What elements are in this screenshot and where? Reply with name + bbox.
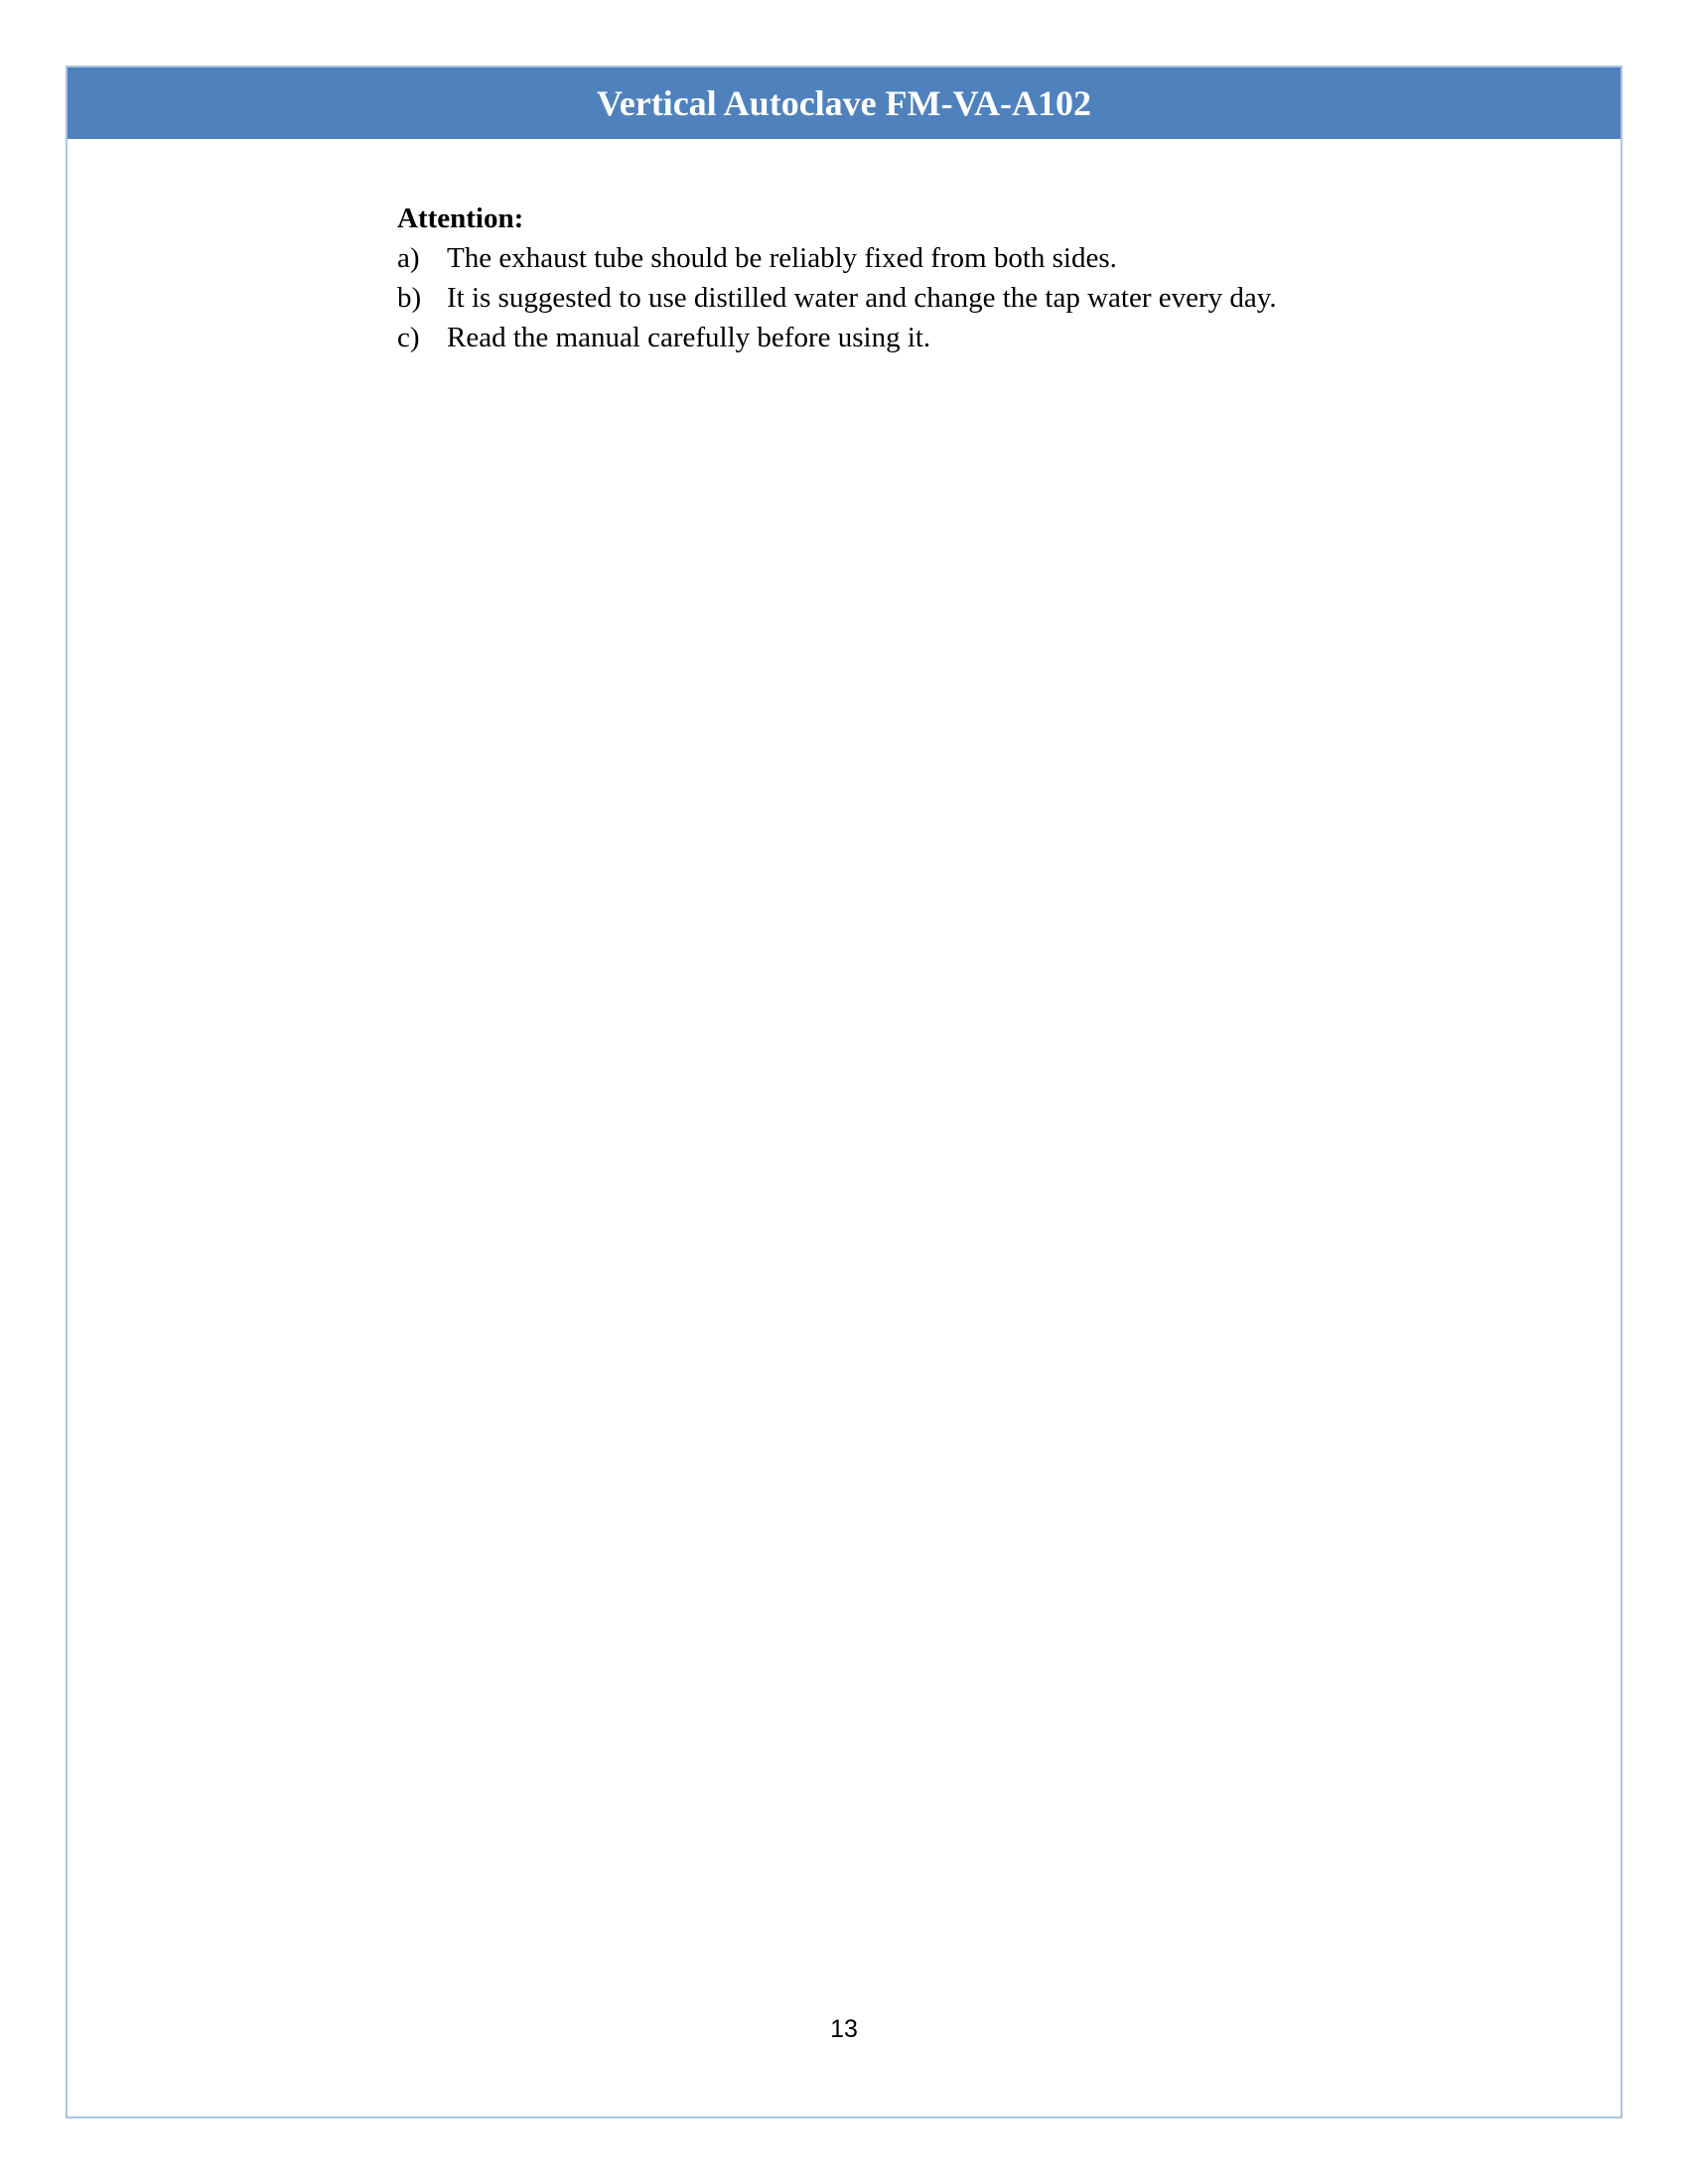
page-frame <box>66 66 1622 2118</box>
list-marker: a) <box>397 242 420 274</box>
list-marker: b) <box>397 282 422 314</box>
attention-section <box>397 199 1277 357</box>
document-title: Vertical Autoclave FM-VA-A102 <box>597 83 1091 123</box>
list-marker: c) <box>397 322 420 353</box>
list-item-text: The exhaust tube should be reliably fixed from both sides. <box>447 242 1117 274</box>
list-item <box>397 318 1277 357</box>
page-number: 13 <box>830 2015 858 2043</box>
document-header <box>68 68 1620 139</box>
list-item <box>397 238 1277 278</box>
list-item-text: Read the manual carefully before using it. <box>447 322 931 353</box>
list-item <box>397 278 1277 318</box>
list-item-text: It is suggested to use distilled water and change the tap water every day. <box>447 282 1277 314</box>
attention-heading: Attention: <box>397 203 524 234</box>
